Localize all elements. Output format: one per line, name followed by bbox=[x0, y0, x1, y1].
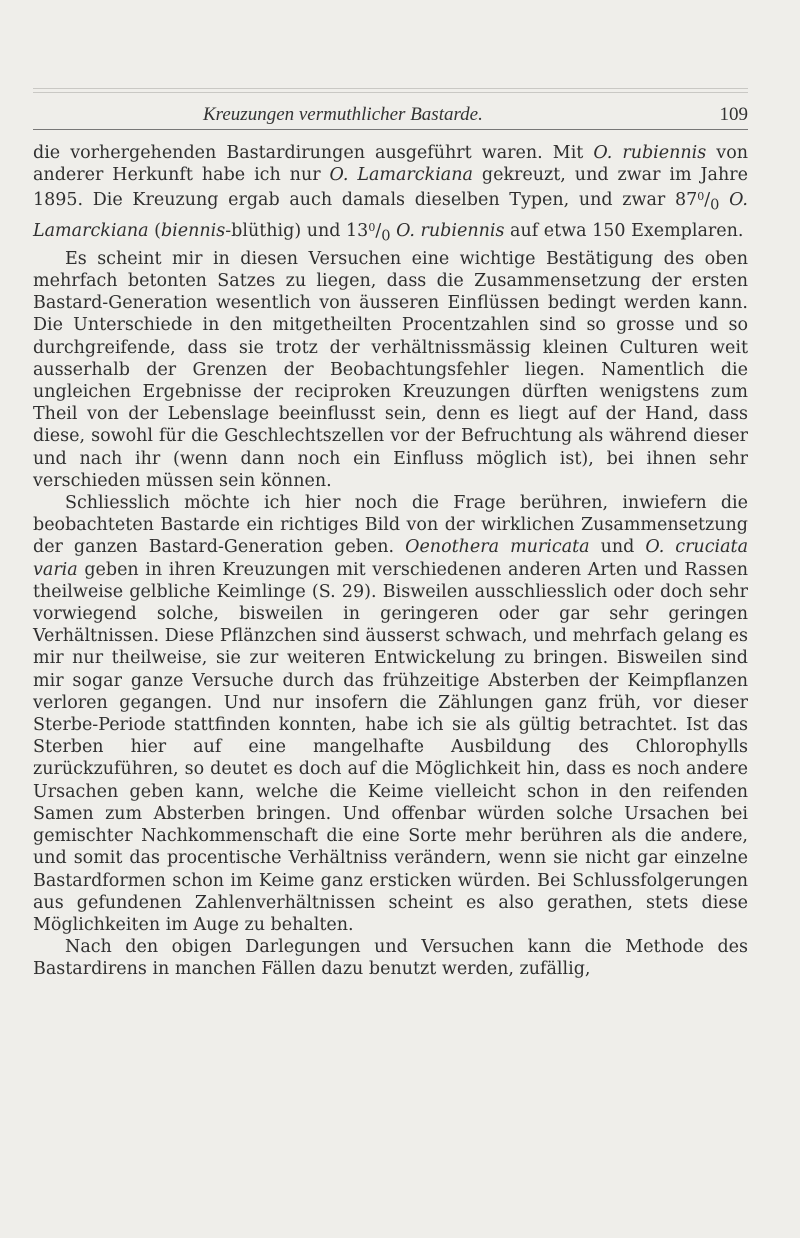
percent-slash: / bbox=[375, 221, 382, 242]
paragraph-1 bbox=[33, 142, 748, 248]
percent-sub: 0 bbox=[381, 227, 391, 245]
species-name: Oenothera muricata bbox=[405, 537, 590, 558]
text-run: auf etwa 150 Exemplaren. bbox=[504, 221, 744, 242]
paragraph-4: Nach den obigen Darlegungen und Versuchen kann die Methode des Bastardirens in manchen Fällen dazu benutzt werden, zufällig, bbox=[33, 937, 748, 980]
page-header bbox=[33, 104, 748, 132]
species-name: O. cruciata varia bbox=[33, 537, 749, 580]
species-name: O. rubiennis bbox=[396, 221, 505, 242]
header-rule bbox=[33, 129, 748, 130]
percent-sub: 0 bbox=[710, 196, 720, 214]
species-name: biennis bbox=[160, 221, 226, 242]
top-rule-secondary bbox=[33, 92, 748, 93]
percent-slash: / bbox=[704, 190, 711, 211]
text-run: ( bbox=[148, 221, 161, 242]
percent-sup: 0 bbox=[697, 190, 705, 204]
species-name: O. Lamarckiana bbox=[329, 165, 473, 186]
running-title: Kreuzungen vermuthlicher Bastarde. bbox=[203, 104, 483, 125]
paragraph-3 bbox=[33, 492, 748, 936]
top-rule bbox=[33, 88, 748, 89]
percent-sup: 0 bbox=[368, 221, 376, 235]
species-name: O. rubiennis bbox=[593, 143, 707, 163]
text-run: die vorhergehenden Bastardirungen ausgeführt waren. Mit bbox=[33, 143, 594, 163]
text-run: geben in ihren Kreuzungen mit verschiedenen anderen Arten und Rassen theilweise gelbliche Keimlinge (S. 29). Bisweilen ausschliesslich oder doch sehr vorwiegend solche, bisweilen in geringeren oder gar sehr geringen Verhältnissen. Diese Pflänzchen sind äusserst schwach, und mehrfach gelang es mir nur theilweise, sie zur weiteren Entwickelung zu bringen. Bisweilen sind mir sogar ganze Versuche durch das frühzeitige Absterben der Keimpflanzen verloren gegangen. Und nur insofern die Zählungen ganz früh, vor dieser Sterbe-Periode stattfinden konnten, habe ich sie als gültig betrachtet. Ist das Sterben hier auf eine mangelhafte Ausbildung des Chlorophylls zurückzuführen, so deutet es doch auf die Möglichkeit hin, dass es noch andere Ursachen geben kann, welche die Keime vielleicht schon in den reifenden Samen zum Absterben bringen. Und offenbar würden solche Ursachen bei gemischter Nachkommenschaft die eine Sorte mehr berühren als die andere, und somit das procentische Verhältniss verändern, wenn sie nicht gar einzelne Bastardformen schon im Keime ganz ersticken würden. Bei Schlussfolgerungen aus gefundenen Zahlenverhältnissen scheint es also gerathen, stets diese Möglichkeiten im Auge zu behalten. bbox=[33, 559, 748, 935]
species-name: O. Lamarckiana bbox=[33, 190, 748, 242]
text-run: und bbox=[589, 537, 646, 558]
text-run: gekreuzt, und zwar im Jahre 1895. Die Kreuzung ergab auch damals dieselben Typen, und zwar 87 bbox=[33, 165, 748, 211]
text-run bbox=[719, 190, 729, 210]
text-run: Schliesslich möchte ich hier noch die Frage berühren, inwiefern die beobachteten Bastarde ein richtiges Bild von der wirklichen Zusammensetzung der ganzen Bastard-Generation geben. bbox=[33, 493, 748, 558]
text-run: -blüthig) und 13 bbox=[225, 221, 369, 242]
paragraph-2: Es scheint mir in diesen Versuchen eine wichtige Bestätigung des oben mehrfach betonten Satzes zu liegen, dass die Zusammensetzung der ersten Bastard-Generation wesentlich von äusseren Einflüssen bedingt werden kann. Die Unterschiede in den mitgetheilten Procentzahlen sind so grosse und so durchgreifende, dass sie trotz der verhältnissmässig kleinen Culturen weit ausserhalb der Grenzen der Beobachtungsfehler liegen. Namentlich die ungleichen Ergebnisse der reciproken Kreuzungen dürften wenigstens zum Theil von der Lebenslage beeinflusst sein, denn es liegt auf der Hand, dass diese, sowohl für die Geschlechtszellen vor der Befruchtung als während dieser und nach ihr (wenn dann noch ein Einfluss möglich ist), bei ihnen sehr verschieden müssen sein können. bbox=[33, 248, 748, 491]
body-text bbox=[33, 142, 748, 981]
text-run: von anderer Herkunft habe ich nur bbox=[33, 143, 748, 186]
page-number: 109 bbox=[719, 104, 748, 125]
